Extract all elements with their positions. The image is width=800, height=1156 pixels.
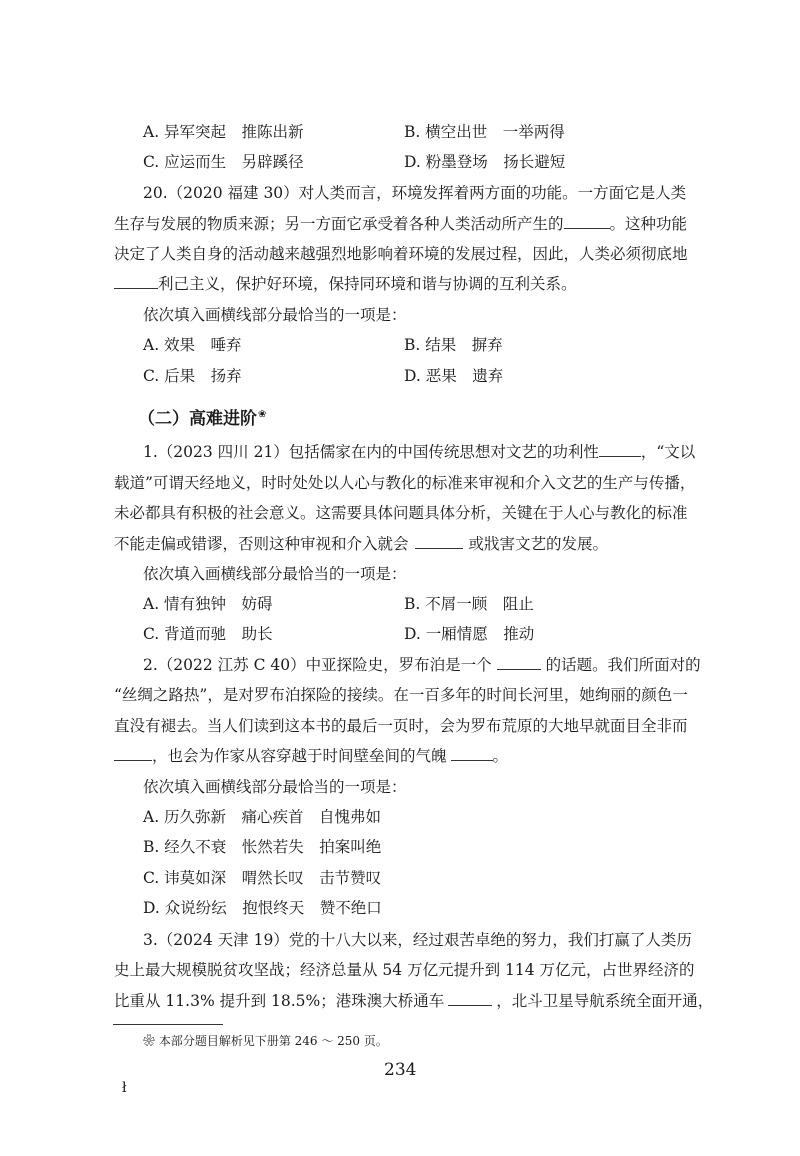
q2-line-1-text-a: 2.（2022 江苏 C 40）中亚探险史，罗布泊是一个 — [143, 656, 492, 674]
q20-option-a: A. 效果 唾弃 — [143, 336, 242, 354]
q20-option-b: B. 结果 摒弃 — [404, 336, 503, 354]
q20-line-2-text-a: 生存与发展的物质来源；另一方面它承受着各种人类活动所产生的 — [114, 215, 564, 233]
prev-option-c: C. 应运而生 另辟蹊径 — [143, 153, 304, 171]
fill-blank — [448, 990, 492, 1007]
q1-line-3: 未必都具有积极的社会意义。这需要具体问题具体分析，关键在于人心与教化的标准 — [114, 504, 688, 522]
q20-option-c: C. 后果 扬弃 — [143, 367, 242, 385]
footnote: ❀ 本部分题目解析见下册第 246 ～ 250 页。 — [143, 1034, 388, 1048]
q2-line-3: 直没有褪去。当人们读到这本书的最后一页时，会为罗布荒原的大地早就面目全非而 — [114, 717, 688, 735]
prev-option-b: B. 横空出世 一举两得 — [404, 123, 565, 141]
page-number: 234 — [384, 1060, 417, 1080]
edge-mark: ł — [122, 1080, 127, 1096]
q1-option-d: D. 一厢情愿 推动 — [404, 625, 535, 643]
q2-option-d: D. 众说纷纭 抱恨终天 赞不绝口 — [143, 899, 382, 917]
q2-option-c: C. 讳莫如深 喟然长叹 击节赞叹 — [143, 869, 382, 887]
prev-option-a: A. 异军突起 推陈出新 — [143, 123, 304, 141]
fill-blank — [114, 745, 152, 762]
fill-blank — [564, 213, 610, 230]
q3-line-3-text-a: 比重从 11.3% 提升到 18.5%；港珠澳大桥通车 — [114, 992, 445, 1010]
q20-line-1: 20.（2020 福建 30）对人类而言，环境发挥着两方面的功能。一方面它是人类 — [143, 184, 687, 202]
q1-prompt: 依次填入画横线部分最恰当的一项是： — [143, 565, 407, 583]
q1-line-1-text-a: 1.（2023 四川 21）包括儒家在内的中国传统思想对文艺的功利性 — [143, 443, 599, 461]
q3-line-3-text-b: ，北斗卫星导航系统全面开通， — [496, 992, 714, 1010]
q1-line-2: 载道”可谓天经地义，时时处处以人心与教化的标准来审视和介入文艺的生产与传播， — [114, 474, 696, 492]
fill-blank — [497, 654, 541, 671]
q2-line-2: “丝绸之路热”，是对罗布泊探险的接续。在一百多年的时间长河里，她绚丽的颜色一 — [114, 686, 688, 704]
q1-line-4-text-a: 不能走偏或错谬，否则这种审视和介入就会 — [114, 535, 409, 553]
q2-line-4-text-a: ，也会为作家从容穿越于时间壁垒间的气魄 — [152, 747, 447, 765]
fill-blank — [451, 745, 493, 762]
q2-option-a: A. 历久弥新 痛心疾首 自愧弗如 — [143, 808, 382, 826]
q2-option-b: B. 经久不衰 怅然若失 拍案叫绝 — [143, 838, 382, 856]
q3-line-1: 3.（2024 天津 19）党的十八大以来，经过艰苦卓绝的努力，我们打赢了人类历 — [143, 931, 692, 949]
q20-line-2-text-b: 。这种功能 — [609, 215, 688, 233]
q1-option-c: C. 背道而驰 助长 — [143, 625, 273, 643]
q20-line-4 — [114, 272, 577, 294]
q20-prompt: 依次填入画横线部分最恰当的一项是： — [143, 306, 407, 324]
q1-line-4-text-b: 或戕害文艺的发展。 — [468, 535, 609, 553]
footnote-mark-icon: ❀ — [258, 409, 267, 421]
q1-line-1 — [143, 440, 695, 462]
q20-line-4-text: 利己主义，保护好环境，保持同环境和谐与协调的互利关系。 — [158, 275, 577, 293]
q20-line-3: 决定了人类自身的活动越来越强烈地影响着环境的发展过程，因此，人类必须彻底地 — [114, 245, 688, 263]
section-title: （二）高难进阶 — [138, 409, 257, 429]
q2-line-4-text-b: 。 — [492, 747, 509, 765]
q1-line-4 — [114, 532, 608, 554]
q2-line-1-text-b: 的话题。我们所面对的 — [545, 656, 701, 674]
q2-prompt: 依次填入画横线部分最恰当的一项是： — [143, 778, 407, 796]
q20-option-d: D. 恶果 遗弃 — [404, 367, 504, 385]
q2-line-1 — [143, 653, 701, 675]
q2-line-4 — [114, 744, 508, 766]
q1-line-1-text-b: ，“文以 — [640, 443, 696, 461]
q20-line-2 — [114, 212, 687, 234]
q1-option-a: A. 情有独钟 妨碍 — [143, 595, 273, 613]
fill-blank — [415, 533, 463, 550]
section-heading — [138, 404, 266, 429]
fill-blank — [114, 273, 158, 290]
fill-blank — [599, 441, 641, 458]
q3-line-2: 史上最大规模脱贫攻坚战；经济总量从 54 万亿元提升到 114 万亿元，占世界经济的 — [114, 961, 695, 979]
q3-line-3 — [114, 989, 713, 1011]
q1-option-b: B. 不屑一顾 阻止 — [404, 595, 534, 613]
footnote-divider — [113, 1024, 223, 1025]
prev-option-d: D. 粉墨登场 扬长避短 — [404, 153, 566, 171]
